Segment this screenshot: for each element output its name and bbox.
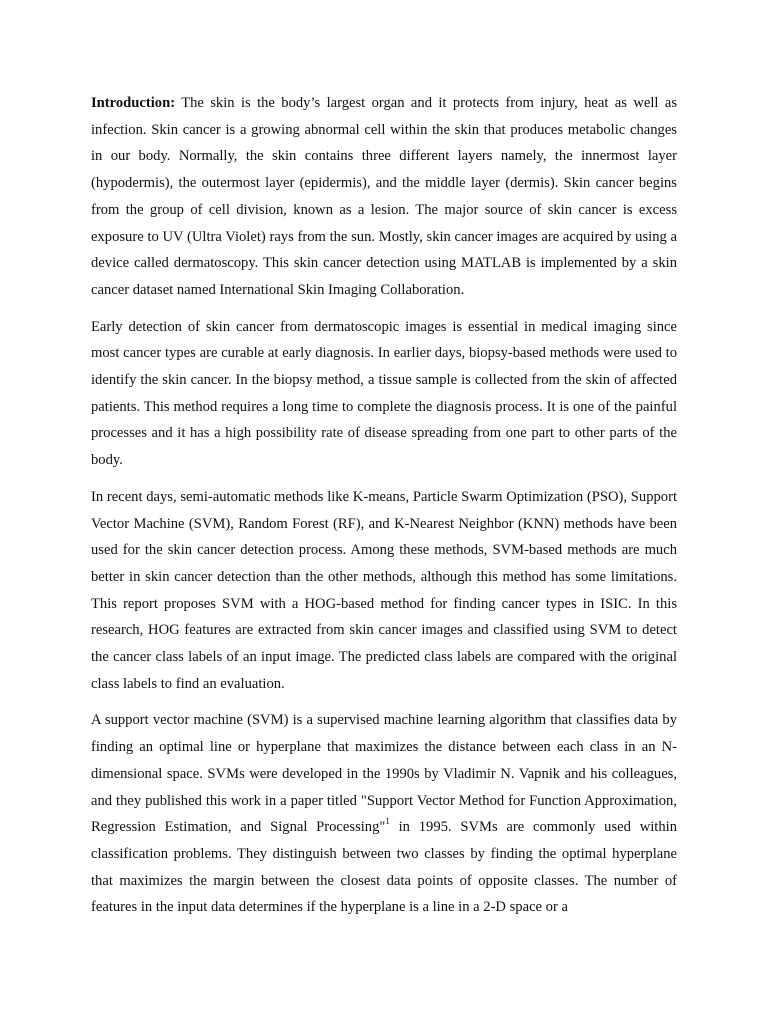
footnote-reference[interactable]: 1 (385, 816, 390, 827)
introduction-text: The skin is the body’s largest organ and it protects from injury, heat as well as infection. Skin cancer is a growing abnormal cell within the skin that produces metabolic changes in our body. Normally, the skin contains three different layers namely, the innermost layer (hypodermis), the outermost layer (epidermis), and the middle layer (dermis). Skin cancer begins from the group of cell division, known as a lesion. The major source of skin cancer is excess exposure to UV (Ultra Violet) rays from the sun. Mostly, skin cancer images are acquired by using a device called dermatoscopy. This skin cancer detection using MATLAB is implemented by a skin cancer dataset named International Skin Imaging Collaboration. (91, 95, 677, 298)
svm-text-before: A support vector machine (SVM) is a supervised machine learning algorithm that classifies data by finding an optimal line or hyperplane that maximizes the distance between each class in an N-dimensional space. SVMs were developed in the 1990s by Vladimir N. Vapnik and his colleagues, and they published this work in a paper titled "Support Vector Method for Function Approximation, Regression Estimation, and Signal Processing" (91, 712, 677, 836)
svm-text-after: in 1995. SVMs are commonly used within classification problems. They distinguish between two classes by finding the optimal hyperplane that maximizes the margin between the closest data points of opposite classes. The number of features in the input data determines if the hyperplane is a line in a 2-D space or a (91, 819, 677, 916)
paragraph-early-detection: Early detection of skin cancer from dermatoscopic images is essential in medical imaging since most cancer types are curable at early diagnosis. In earlier days, biopsy-based methods were used to identify the skin cancer. In the biopsy method, a tissue sample is collected from the skin of affected patients. This method requires a long time to complete the diagnosis process. It is one of the painful processes and it has a high possibility rate of disease spreading from one part to other parts of the body. (91, 318, 677, 469)
paragraph-recent-methods: In recent days, semi-automatic methods like K-means, Particle Swarm Optimization (PSO), Support Vector Machine (SVM), Random Forest (RF), and K-Nearest Neighbor (KNN) methods have been used for the skin cancer detection process. Among these methods, SVM-based methods are much better in skin cancer detection than the other methods, although this method has some limitations. This report proposes SVM with a HOG-based method for finding cancer types in ISIC. In this research, HOG features are extracted from skin cancer images and classified using SVM to detect the cancer class labels of an input image. The predicted class labels are compared with the original class labels to find an evaluation. (91, 488, 677, 692)
introduction-heading: Introduction: (91, 95, 176, 111)
paragraph-introduction (91, 90, 677, 304)
document-body (91, 90, 677, 931)
paragraph-svm-definition (91, 707, 677, 921)
